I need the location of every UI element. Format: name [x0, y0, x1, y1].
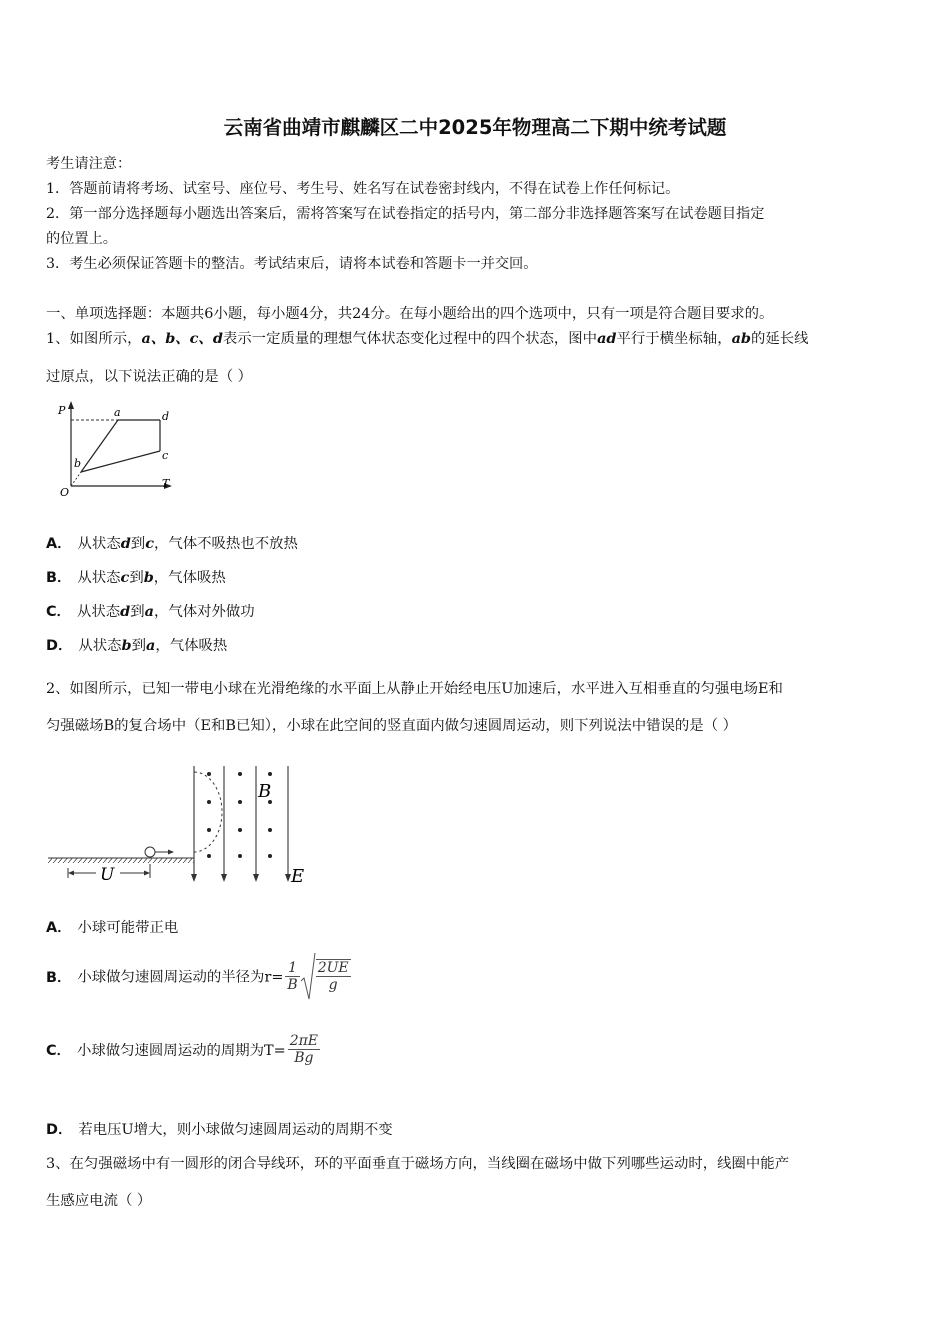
page-title: 云南省曲靖市麒麟区二中2025年物理高二下期中统考试题	[223, 116, 727, 139]
fraction-numerator: 2UE	[317, 960, 349, 976]
origin-label: O	[60, 486, 70, 499]
notice-item: 的位置上。	[46, 231, 117, 247]
question-3-stem-line2: 生感应电流（ ）	[46, 1193, 152, 1209]
field-diagram	[44, 760, 310, 888]
option-var: a	[146, 637, 156, 654]
q1-var-ab: ab	[731, 330, 751, 347]
point-b-label: b	[74, 457, 82, 470]
fraction-1-over-b	[285, 960, 299, 993]
option-text: 到	[130, 604, 145, 620]
q1-stem-text: 1、如图所示，	[46, 331, 142, 347]
option-label: C．	[46, 1043, 71, 1059]
field-e-label: E	[291, 866, 305, 887]
option-text: 小球可能带正电	[77, 920, 179, 936]
extension-line	[71, 472, 81, 486]
voltage-label: U	[100, 865, 115, 885]
point-a-label: a	[114, 406, 121, 419]
field-arrow-e1	[191, 874, 197, 882]
option-var: a	[144, 603, 154, 620]
option-label: A．	[46, 920, 72, 936]
circular-path	[194, 772, 222, 852]
option-text: ，气体不吸热也不放热	[153, 536, 298, 552]
fraction-numerator: 1	[285, 960, 299, 977]
notice-heading: 考生请注意：	[46, 156, 132, 172]
q1-option-d[interactable]	[46, 634, 227, 655]
option-text: 到	[130, 536, 146, 552]
fraction-2pie-over-bg	[288, 1033, 320, 1066]
option-label: D．	[46, 638, 73, 654]
ball	[145, 847, 155, 857]
q1-option-b[interactable]	[46, 566, 226, 587]
notice-item: 3．考生必须保证答题卡的整洁。考试结束后，请将本试卷和答题卡一并交回。	[46, 256, 538, 272]
option-label: D．	[46, 1122, 73, 1138]
field-b-label: B	[258, 781, 272, 802]
option-text: 到	[131, 638, 146, 654]
question-2-stem-line2: 匀强磁场B的复合场中（E和B已知），小球在此空间的竖直面内做匀速圆周运动，则下列说法中错误的是（ ）	[46, 718, 738, 734]
fraction-denominator: g	[328, 977, 338, 993]
ground-hatch	[48, 858, 194, 863]
pt-diagram	[56, 398, 182, 502]
option-text: 小球做匀速圆周运动的半径为r=	[77, 969, 284, 986]
section-heading: 一、单项选择题：本题共6小题，每小题4分，共24分。在每小题给出的四个选项中，只有一项是符合题目要求的。	[46, 306, 774, 322]
option-text: 从状态	[77, 536, 121, 552]
option-text: 从状态	[76, 604, 121, 620]
p-axis-arrow	[68, 401, 74, 409]
notice-item: 1．答题前请将考场、试室号、座位号、考生号、姓名写在试卷密封线内，不得在试卷上作任何标记。	[46, 181, 680, 197]
option-text: 若电压U增大，则小球做匀速圆周运动的周期不变	[78, 1122, 393, 1138]
option-text: ，气体吸热	[153, 570, 226, 586]
velocity-arrowhead	[168, 850, 174, 855]
fraction-numerator: 2πE	[289, 1033, 319, 1049]
fraction-denominator: Bg	[294, 1050, 314, 1066]
q1-stem-text: 的延长线	[750, 331, 809, 347]
q2-option-a[interactable]	[46, 916, 178, 937]
q1-option-a[interactable]	[46, 532, 298, 553]
u-arrowhead-right	[144, 871, 150, 876]
question-1-stem	[46, 327, 809, 348]
point-c-label: c	[162, 449, 169, 462]
segment-cb	[81, 451, 160, 472]
option-text: 从状态	[78, 638, 122, 654]
option-text: ，气体吸热	[155, 638, 228, 654]
fraction-2ue-over-g	[316, 959, 351, 993]
p-axis-label: P	[58, 404, 66, 417]
option-var: d	[120, 535, 131, 552]
option-label: C．	[46, 604, 71, 620]
option-text: 从状态	[77, 570, 121, 586]
option-text: 小球做匀速圆周运动的周期为T=	[76, 1043, 286, 1059]
fraction-denominator: B	[287, 976, 298, 993]
option-text: 到	[129, 570, 144, 586]
option-var: b	[143, 569, 154, 586]
q1-var-ad: ad	[597, 330, 617, 347]
q2-option-b[interactable]	[46, 951, 351, 1001]
field-arrow-e2	[221, 874, 227, 882]
option-text: ，气体对外做功	[153, 604, 255, 620]
point-d-label: d	[162, 410, 170, 423]
q1-stem-text: 表示一定质量的理想气体状态变化过程中的四个状态，图中	[222, 331, 598, 347]
option-var: c	[145, 535, 154, 552]
field-arrow-e3	[253, 874, 259, 882]
option-var: b	[121, 637, 132, 654]
sqrt-sign-icon	[300, 951, 316, 1001]
t-axis-label: T	[162, 477, 170, 490]
option-label: A．	[46, 536, 72, 552]
q1-vars: a、b、c、d	[141, 330, 223, 347]
notice-item: 2．第一部分选择题每小题选出答案后，需将答案写在试卷指定的括号内，第二部分非选择题答案写在试卷题目指定	[46, 206, 765, 222]
option-label: B．	[46, 969, 72, 986]
q1-stem-text: 平行于横坐标轴，	[616, 331, 732, 347]
q2-option-d[interactable]	[46, 1118, 393, 1139]
option-var: d	[120, 603, 131, 620]
question-3-stem: 3、在匀强磁场中有一圆形的闭合导线环，环的平面垂直于磁场方向，当线圈在磁场中做下列哪些运动时，线圈中能产	[46, 1156, 790, 1172]
option-var: c	[120, 569, 130, 586]
q1-option-c[interactable]	[46, 600, 255, 621]
u-arrowhead-left	[68, 871, 74, 876]
question-1-stem-line2: 过原点，以下说法正确的是（ ）	[46, 369, 253, 385]
option-label: B．	[46, 570, 72, 586]
question-2-stem: 2、如图所示，已知一带电小球在光滑绝缘的水平面上从静止开始经电压U加速后，水平进入互相垂直的匀强电场E和	[46, 681, 783, 697]
q2-option-c[interactable]	[46, 1033, 320, 1066]
